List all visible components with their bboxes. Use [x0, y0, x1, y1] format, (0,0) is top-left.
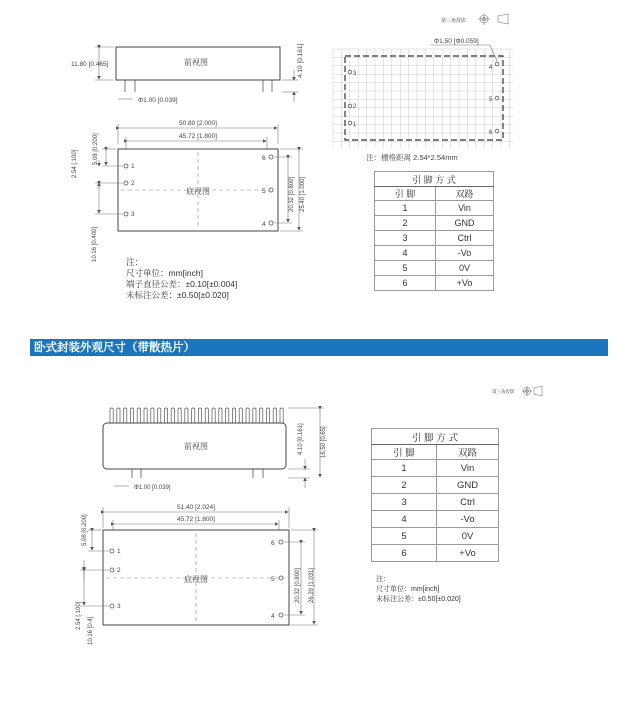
table-cell: -Vo [436, 246, 494, 261]
grid-pin-3: 3 [353, 71, 357, 77]
pin-6 [269, 155, 273, 159]
dim2-left-1016: 10.16 [0.4] [88, 616, 94, 645]
pin-table-col-dual-2: 双路 [437, 445, 499, 460]
grid-pin-1: 1 [353, 122, 357, 128]
table-cell: 4 [372, 511, 437, 528]
pin-2 [124, 181, 128, 185]
pin-table-title: 引 脚 方 式 [375, 172, 494, 187]
dim-pin-span: 45.72 [1.800] [179, 133, 217, 140]
table-cell: -Vo [437, 511, 499, 528]
grid-pin-6: 6 [489, 130, 493, 136]
table-cell: Vin [437, 460, 499, 477]
grid-pin-5: 5 [489, 97, 493, 103]
pin-4 [269, 221, 273, 225]
table-cell: 2 [375, 216, 436, 231]
front-view-label-2: 前视图 [184, 442, 208, 451]
front-view-heatsink [103, 408, 327, 491]
note-line: 尺寸单位：mm[inch] [126, 268, 203, 278]
dim-left-1016: 10.16 [0.400] [92, 226, 98, 262]
note-line: 端子直径公差：±0.10[±0.004] [126, 279, 238, 289]
grid-note: 注：栅格距离 2.54*2.54mm [366, 153, 458, 162]
pin2-label-3: 3 [117, 603, 121, 610]
pin-label-5: 5 [262, 188, 266, 195]
pin-table-col-pin-2: 引 脚 [372, 445, 437, 460]
pin-label-2: 2 [131, 180, 135, 187]
hole-diameter-label: Φ1.50 [Φ0.059] [434, 38, 479, 45]
pcb-grid-layout [333, 38, 513, 162]
notes-top [126, 257, 237, 301]
pin-3 [124, 212, 128, 216]
pin2-label-4: 4 [271, 613, 275, 620]
table-cell: +Vo [436, 276, 494, 291]
table-cell: 6 [372, 545, 437, 562]
dim-right-2032: 20.32 [0.800] [289, 176, 295, 212]
pin-1 [124, 164, 128, 168]
table-cell: 0V [436, 261, 494, 276]
table-cell: 3 [375, 231, 436, 246]
pin-table-col-pin: 引 脚 [375, 187, 436, 201]
pin2-label-6: 6 [271, 540, 275, 547]
dim-total-height: 16.50 [0.65] [321, 426, 327, 458]
pin-table-top [374, 171, 494, 291]
table-cell: 5 [375, 261, 436, 276]
dim-pin-diameter-2: Φ1.00 [0.039] [134, 485, 171, 491]
table-cell: Ctrl [436, 231, 494, 246]
dim2-right-2620: 26.20 [1.031] [309, 567, 315, 603]
pin2-label-2: 2 [117, 567, 121, 574]
dim2-right-2032: 20.32 [0.800] [295, 567, 301, 603]
grid-pin-4: 4 [489, 65, 493, 71]
note-line: 未标注公差：±0.50[±0.020] [376, 596, 461, 603]
table-cell: GND [437, 477, 499, 494]
bottom-view-top [72, 120, 306, 262]
dim-length: 50.80 [2.000] [179, 120, 217, 127]
pin-label-6: 6 [262, 155, 266, 162]
dim-height: 11.80 [0.465] [71, 61, 109, 68]
pin-label-1: 1 [131, 163, 135, 170]
pin-label-3: 3 [131, 211, 135, 218]
grid-pin-2: 2 [353, 104, 357, 110]
note-line: 注： [126, 257, 144, 267]
pin2-label-1: 1 [117, 548, 121, 555]
projection-symbol-bottom [492, 386, 542, 396]
note-line: 未标注公差：±0.50[±0.020] [126, 290, 229, 300]
table-cell: Vin [436, 201, 494, 216]
pin-table-col-dual: 双路 [436, 187, 494, 201]
dim-length-2: 51.40 [2.024] [177, 504, 215, 511]
table-cell: 1 [375, 201, 436, 216]
notes-bottom [376, 575, 461, 605]
table-cell: GND [436, 216, 494, 231]
front-view-label: 前视图 [184, 58, 208, 67]
pin-table-bottom [371, 428, 499, 562]
dim-left-254: 2.54 [.100] [72, 149, 78, 178]
front-view-top [71, 43, 304, 104]
table-cell: +Vo [437, 545, 499, 562]
dim-right-2540: 25.40 [1.000] [300, 176, 306, 212]
note-line: 注： [376, 576, 390, 583]
dim-pin-span-2: 45.72 [1.800] [177, 516, 215, 523]
dim-pin-height: 4.10 [0.161] [297, 43, 304, 78]
table-cell: 0V [437, 528, 499, 545]
pin-label-4: 4 [262, 221, 266, 228]
dim2-left-254: 2.54 [.100] [76, 601, 82, 630]
table-cell: 5 [372, 528, 437, 545]
bottom-view-label: 底视图 [186, 187, 210, 196]
pin2-label-5: 5 [271, 576, 275, 583]
note-line: 尺寸单位：mm[inch] [376, 586, 440, 593]
projection-label: 第三角投影 [441, 18, 467, 24]
table-cell: 2 [372, 477, 437, 494]
table-cell: 6 [375, 276, 436, 291]
table-cell: 3 [372, 494, 437, 511]
table-cell: 1 [372, 460, 437, 477]
dim-left-508: 5.08 [0.200] [93, 133, 99, 165]
pin-5 [269, 188, 273, 192]
bottom-view-label-2: 底视图 [184, 575, 208, 584]
dim2-left-508: 5.08 [0.200] [82, 514, 88, 546]
projection-symbol-top [441, 13, 508, 25]
table-cell: 4 [375, 246, 436, 261]
section-title: 卧式封装外观尺寸（带散热片） [34, 340, 195, 354]
pin-table-title-2: 引 脚 方 式 [372, 429, 499, 445]
dim-pin-height-2: 4.10 [0.161] [298, 423, 304, 455]
table-cell: Ctrl [437, 494, 499, 511]
dim-pin-diameter: Φ1.00 [0.039] [138, 97, 178, 104]
projection-label-bottom: 第三角投影 [492, 389, 515, 394]
bottom-view-2 [76, 504, 318, 645]
